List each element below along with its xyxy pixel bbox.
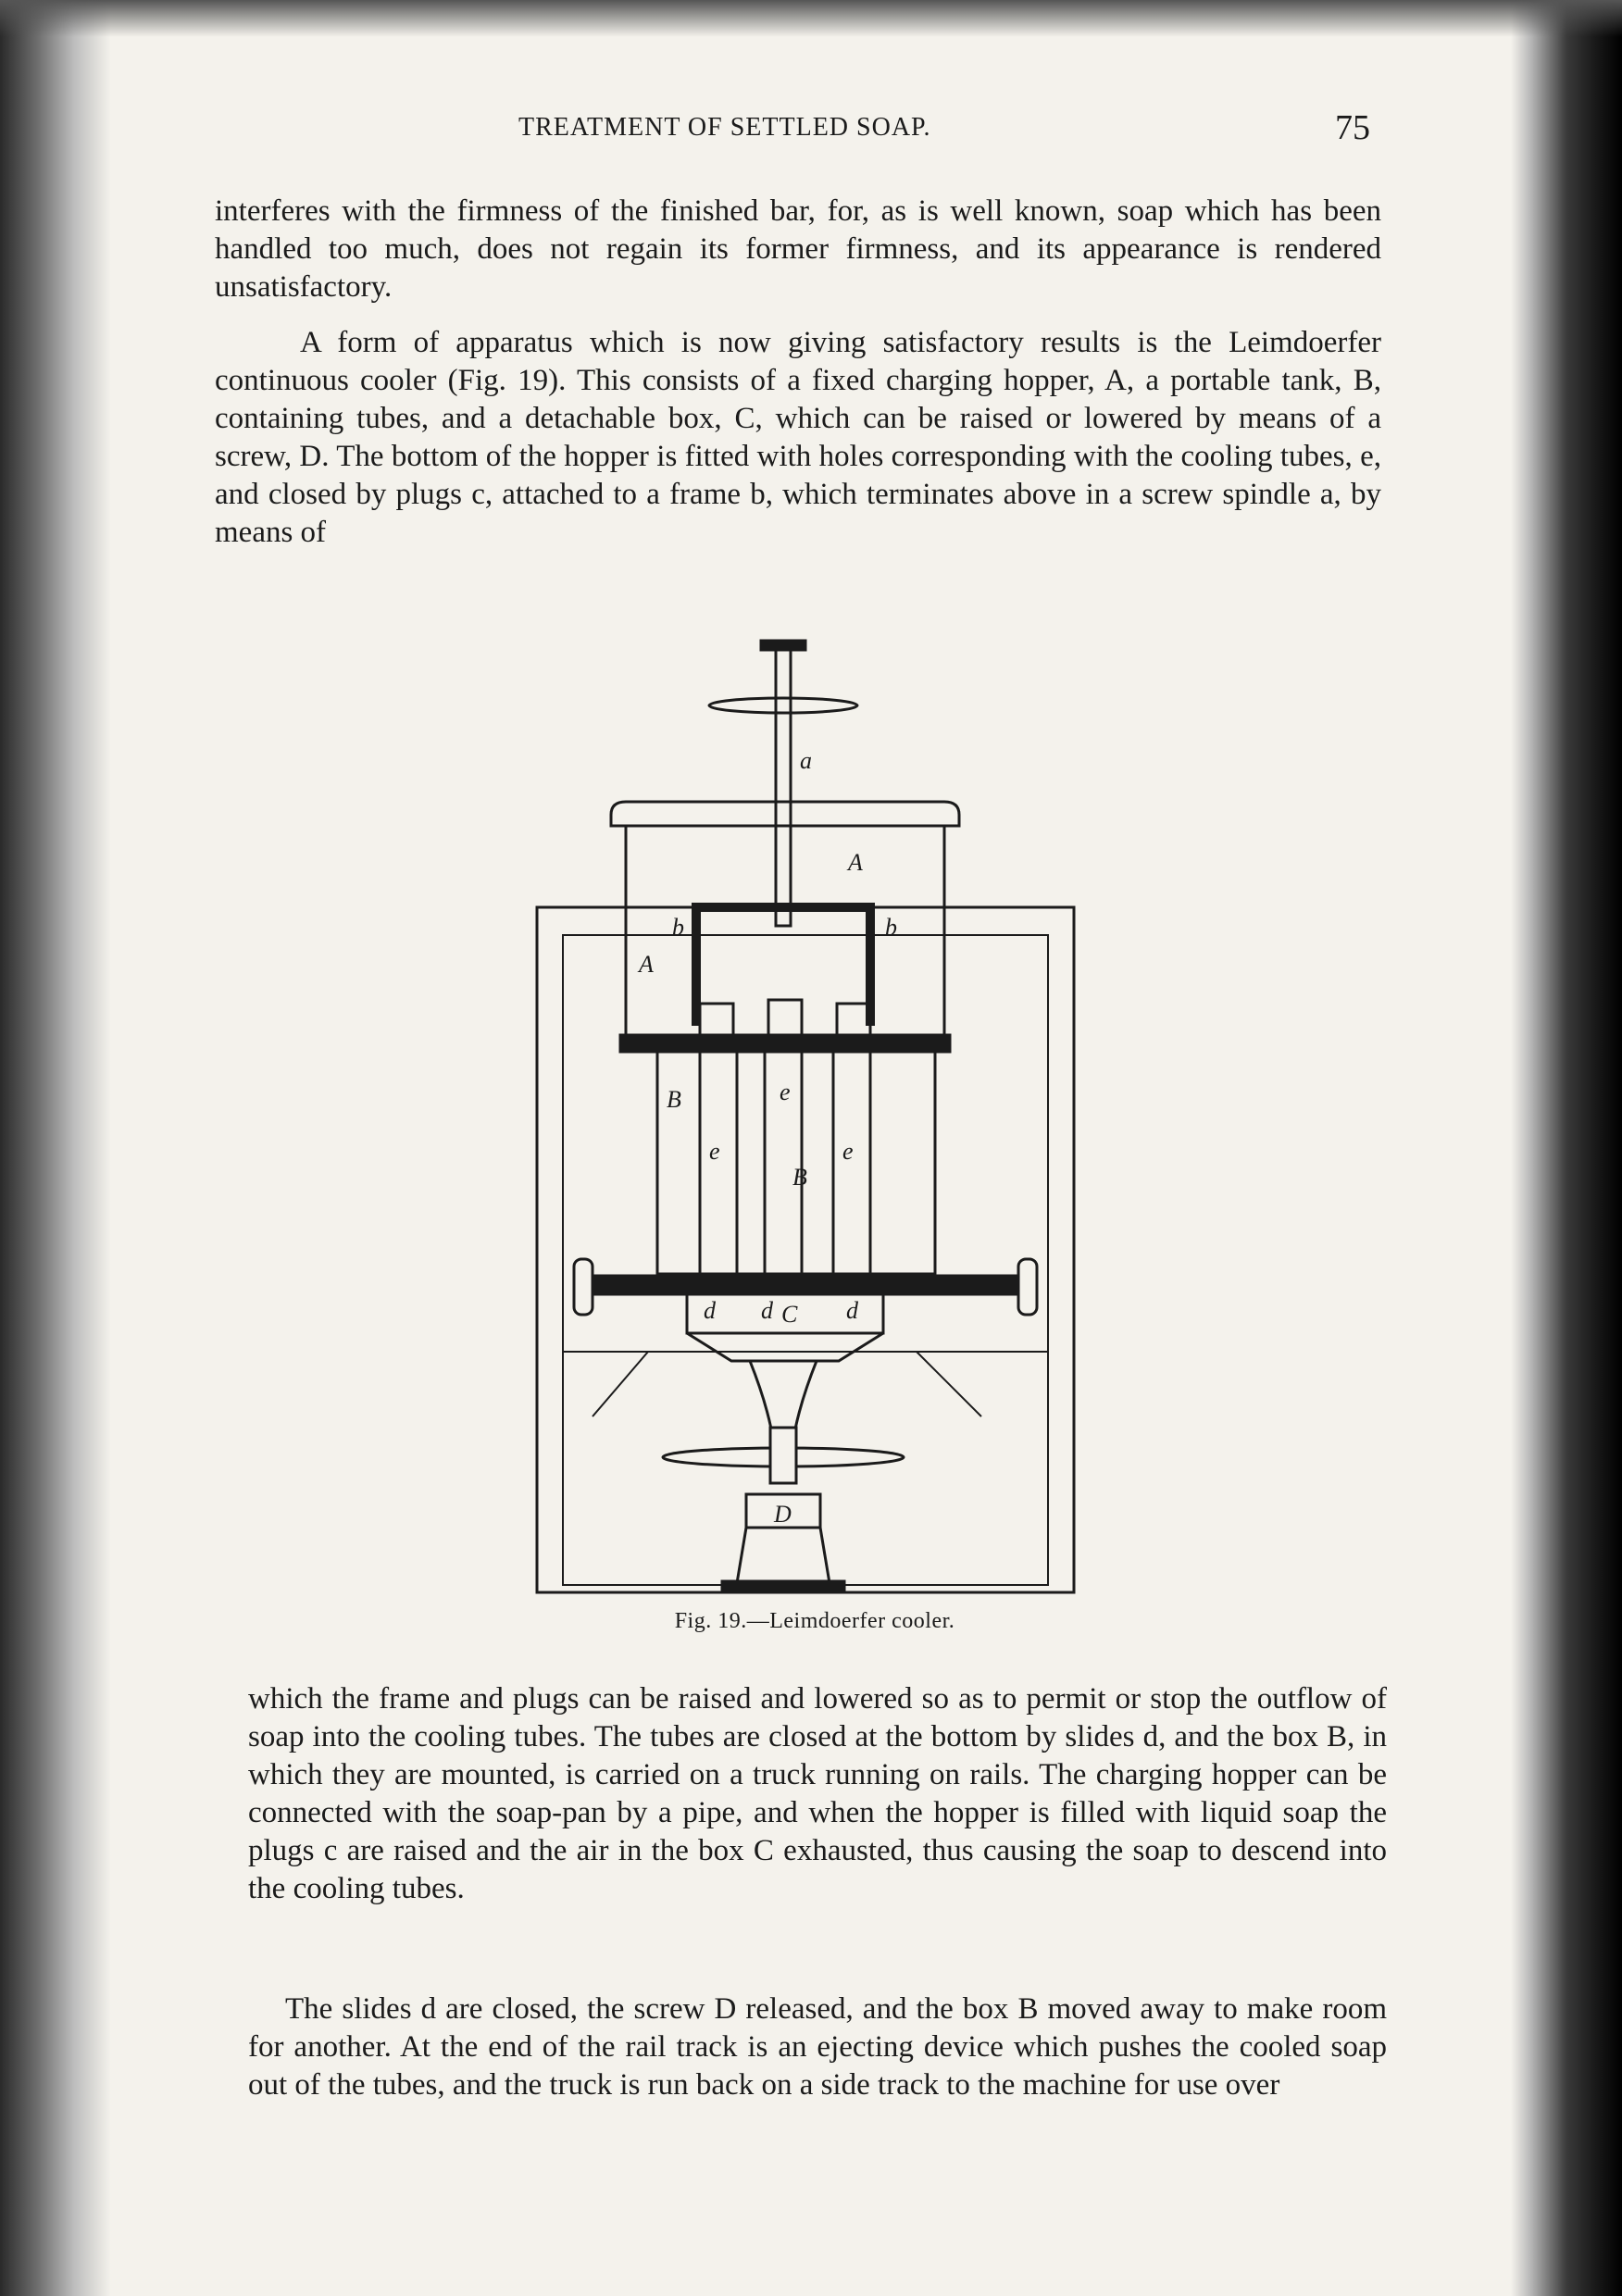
hopper-base bbox=[620, 1035, 950, 1052]
truck-wheel-left bbox=[574, 1259, 593, 1315]
label-B-left: B bbox=[667, 1086, 681, 1113]
inner-frame bbox=[563, 935, 1048, 1585]
label-C: C bbox=[781, 1301, 798, 1328]
screw-d-base bbox=[737, 1528, 830, 1583]
paragraph-2: A form of apparatus which is now giving satisfactory results is the Leimdoerfer continuous cooler (Fig. 19). This consists of a fixed charging hopper, A, a portable tank, B, containing tubes, and a detachable box, C, which can be raised or lowered by means of a screw, D. The bottom of the hopper is fitted with holes corresponding with the cooling tubes, e, and closed by plugs c, attached to a frame b, which terminates above in a screw spindle a, by means of bbox=[215, 326, 1381, 549]
strut-left bbox=[593, 1352, 648, 1416]
label-A-top: A bbox=[848, 849, 863, 876]
label-e-left: e bbox=[709, 1138, 720, 1165]
label-a: a bbox=[800, 747, 812, 774]
strut-right bbox=[917, 1352, 981, 1416]
label-A-left: A bbox=[639, 951, 654, 978]
running-title: TREATMENT OF SETTLED SOAP. bbox=[518, 113, 931, 142]
screw-spindle bbox=[776, 648, 791, 926]
cooler-diagram bbox=[518, 630, 1092, 1629]
paragraph-4: The slides d are closed, the screw D released, and the box B moved away to make room for another. At the end of the rail track is an ejecting device which pushes the cooled soap out of the tubes, and the truck is run back on a side track to the machine for use over bbox=[248, 1992, 1387, 2102]
label-b-left: b bbox=[672, 914, 684, 941]
label-B-center: B bbox=[792, 1164, 807, 1191]
plug-c-center bbox=[768, 1000, 802, 1035]
scan-binding-shadow-right bbox=[1511, 0, 1622, 2296]
spindle-cap bbox=[761, 641, 805, 650]
box-c-base bbox=[687, 1333, 883, 1361]
screw-d-shaft bbox=[770, 1428, 796, 1483]
figure-19-leimdoerfer-cooler bbox=[518, 630, 1092, 1629]
label-d-left: d bbox=[704, 1297, 716, 1324]
label-e-center: e bbox=[780, 1079, 791, 1105]
scan-top-shadow bbox=[0, 0, 1622, 37]
truck-wheel-right bbox=[1018, 1259, 1037, 1315]
scan-binding-shadow-left bbox=[0, 0, 111, 2296]
plug-c-right bbox=[837, 1004, 870, 1035]
outer-frame bbox=[537, 907, 1074, 1592]
page-header bbox=[213, 108, 1370, 159]
plug-c-left bbox=[700, 1004, 733, 1035]
paragraph-1: interferes with the firmness of the finished bar, for, as is well known, soap which has been handled too much, does not regain its former firmness, and its appearance is rendered unsatisfactory. bbox=[215, 194, 1381, 304]
paragraph-3: which the frame and plugs can be raised and lowered so as to permit or stop the outflow of soap into the cooling tubes. The tubes are closed at the bottom by slides d, and the box B, in which they are mounted, is carried on a truck running on rails. The charging hopper can be connected with the soap-pan by a pipe, and when the hopper is filled with liquid soap the plugs c are raised and the air in the box C exhausted, thus causing the soap to descend into the cooling tubes. bbox=[248, 1682, 1387, 1905]
screw-d-foot bbox=[722, 1581, 844, 1592]
label-d-center: d bbox=[761, 1297, 773, 1324]
figure-caption: Fig. 19.—Leimdoerfer cooler. bbox=[674, 1609, 955, 1633]
truck-axle bbox=[593, 1276, 1018, 1294]
label-e-right: e bbox=[842, 1138, 854, 1165]
label-D: D bbox=[774, 1501, 792, 1528]
label-d-right: d bbox=[846, 1297, 858, 1324]
page-number: 75 bbox=[1335, 108, 1370, 147]
label-b-right: b bbox=[885, 914, 897, 941]
